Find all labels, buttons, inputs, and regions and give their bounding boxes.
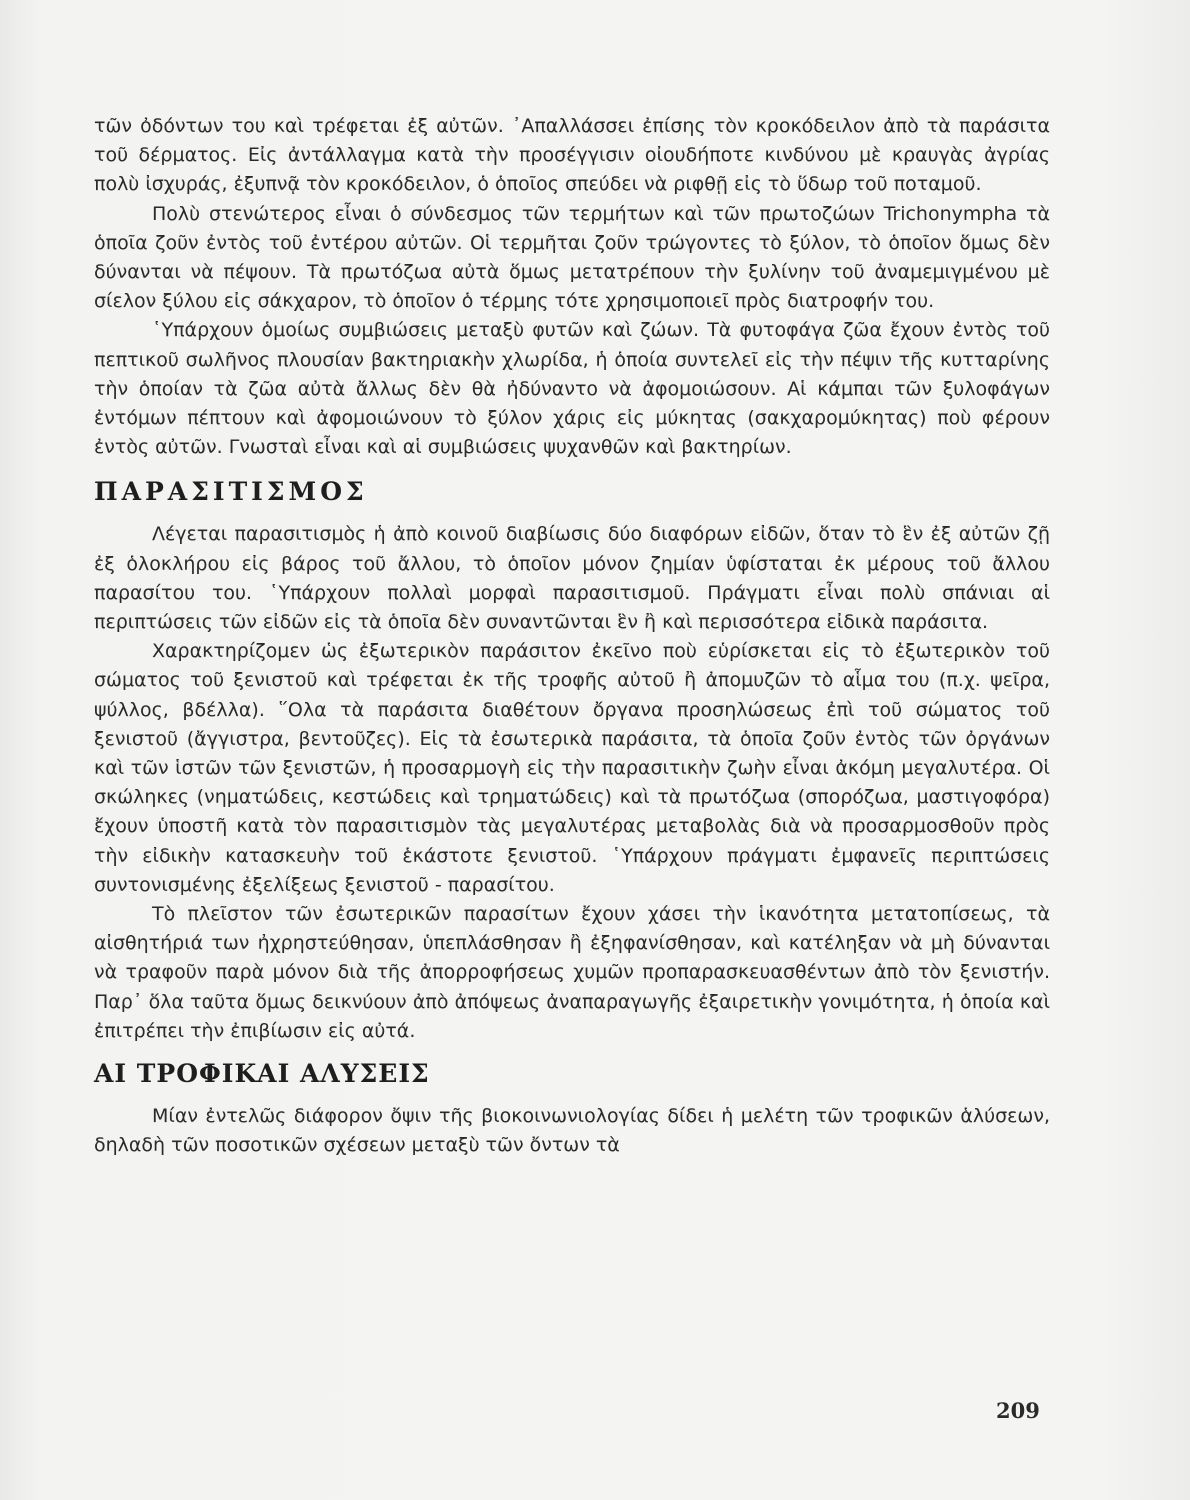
paragraph-crocodile: τῶν ὀδόντων του καὶ τρέφεται ἐξ αὐτῶν. ᾿Απαλλάσσει ἐπίσης τὸν κροκόδειλον ἀπὸ τὰ παράσιτα τοῦ δέρματος. Εἰς ἀντάλλαγμα κατὰ τὴν προσέγγισιν οἰουδήποτε κινδύνου μὲ κραυγὰς ἀγρίας πολὺ ἰσχυράς, ἐξυπνᾷ τὸν κροκόδειλον, ὁ ὁποῖος σπεύδει νὰ ριφθῇ εἰς τὸ ὕδωρ τοῦ ποταμοῦ. [94,115,1050,196]
section-heading-parasitism: ΠΑΡΑΣΙΤΙΣΜΟΣ [94,477,368,507]
paragraph-termites: Πολὺ στενώτερος εἶναι ὁ σύνδεσμος τῶν τερμήτων καὶ τῶν πρωτοζώων Trichonympha τὰ ὁποῖα ζοῦν ἐντὸς τοῦ ἐντέρου αὐτῶν. Οἱ τερμῆται ζοῦν τρώγοντες τὸ ξύλον, τὸ ὁποῖον ὅμως δὲν δύνανται νὰ πέψουν. Τὰ πρωτόζωα αὐτὰ ὅμως μετατρέπουν τὴν ξυλίνην τοῦ ἀναμεμιγμένου μὲ σίελον ξύλου εἰς σάκχαρον, τὸ ὁποῖον ὁ τέρμης τότε χρησιμοποιεῖ πρὸς διατροφήν του. [94,202,1050,313]
page-number: 209 [996,1398,1040,1423]
paragraph-parasitism-definition: Λέγεται παρασιτισμὸς ἡ ἀπὸ κοινοῦ διαβίωσις δύο διαφόρων εἰδῶν, ὅταν τὸ ἓν ἐξ αὐτῶν ζῇ ἐξ ὁλοκλήρου εἰς βάρος τοῦ ἄλλου, τὸ ὁποῖον μόνον ζημίαν ὑφίσταται ἐκ μέρους τοῦ ἄλλου παρασίτου του. ῾Υπάρχουν πολλαὶ μορφαὶ παρασιτισμοῦ. Πράγματι εἶναι πολὺ σπάνιαι αἱ περιπτώσεις τῶν εἰδῶν εἰς τὰ ὁποῖα δὲν συναντῶνται ἓν ἢ καὶ περισσότερα εἰδικὰ παράσιτα. [94,523,1050,634]
page-content [94,112,1050,1161]
paragraph-food-chains: Μίαν ἐντελῶς διάφορον ὄψιν τῆς βιοκοινωνιολογίας δίδει ἡ μελέτη τῶν τροφικῶν ἁλύσεων, δηλαδὴ τῶν ποσοτικῶν σχέσεων μεταξὺ τῶν ὄντων τὰ [94,1105,1050,1157]
paragraph-plant-animal-symbiosis: ῾Υπάρχουν ὁμοίως συμβιώσεις μεταξὺ φυτῶν καὶ ζώων. Τὰ φυτοφάγα ζῶα ἔχουν ἐντὸς τοῦ πεπτικοῦ σωλῆνος πλουσίαν βακτηριακὴν χλωρίδα, ἡ ὁποία συντελεῖ εἰς τὴν πέψιν τῆς κυτταρίνης τὴν ὁποίαν τὰ ζῶα αὐτὰ ἄλλως δὲν θὰ ἠδύναντο νὰ ἀφομοιώσουν. Αἱ κάμπαι τῶν ξυλοφάγων ἐντόμων πέπτουν καὶ ἀφομοιώνουν τὸ ξύλον χάρις εἰς μύκητας (σακχαρομύκητας) ποὺ φέρουν ἐντὸς αὐτῶν. Γνωσταὶ εἶναι καὶ αἱ συμβιώσεις ψυχανθῶν καὶ βακτηρίων. [94,319,1050,459]
section-heading-food-chains: ΑΙ ΤΡΟΦΙΚΑΙ ΑΛΥΣΕΙΣ [94,1059,430,1089]
paragraph-external-parasites: Χαρακτηρίζομεν ὡς ἐξωτερικὸν παράσιτον ἐκεῖνο ποὺ εὑρίσκεται εἰς τὸ ἐξωτερικὸν τοῦ σώματος τοῦ ξενιστοῦ καὶ τρέφεται ἐκ τῆς τροφῆς αὐτοῦ ἢ ἀπομυζῶν τὸ αἷμα του (π.χ. ψεῖρα, ψύλλος, βδέλλα). ῞Ολα τὰ παράσιτα διαθέτουν ὄργανα προσηλώσεως ἐπὶ τοῦ σώματος τοῦ ξενιστοῦ (ἄγγιστρα, βεντοῦζες). Εἰς τὰ ἐσωτερικὰ παράσιτα, τὰ ὁποῖα ζοῦν ἐντὸς τῶν ὀργάνων καὶ τῶν ἱστῶν τῶν ξενιστῶν, ἡ προσαρμογὴ εἰς τὴν παρασιτικὴν ζωὴν εἶναι ἀκόμη μεγαλυτέρα. Οἱ σκώληκες (νηματώδεις, κεστώδεις καὶ τρηματώδεις) καὶ τὰ πρωτόζωα (σπορόζωα, μαστιγοφόρα) ἔχουν ὑποστῆ κατὰ τὸν παρασιτισμὸν τὰς μεγαλυτέρας μεταβολὰς διὰ νὰ προσαρμοσθοῦν πρὸς τὴν εἰδικὴν κατασκευὴν τοῦ ἑκάστοτε ξενιστοῦ. ῾Υπάρχουν πράγματι ἐμφανεῖς περιπτώσεις συντονισμένης ἐξελίξεως ξενιστοῦ - παρασίτου. [94,640,1050,896]
paragraph-internal-parasites: Τὸ πλεῖστον τῶν ἐσωτερικῶν παρασίτων ἔχουν χάσει τὴν ἱκανότητα μετατοπίσεως, τὰ αἰσθητήριά των ἠχρηστεύθησαν, ὑπεπλάσθησαν ἢ ἐξηφανίσθησαν, καὶ κατέληξαν νὰ μὴ δύνανται νὰ τραφοῦν παρὰ μόνον διὰ τῆς ἀπορροφήσεως χυμῶν προπαρασκευασθέντων ἀπὸ τὸν ξενιστήν. Παρ᾿ ὅλα ταῦτα ὅμως δεικνύουν ἀπὸ ἀπόψεως ἀναπαραγωγῆς ἐξαιρετικὴν γονιμότητα, ἡ ὁποία καὶ ἐπιτρέπει τὴν ἐπιβίωσιν εἰς αὐτά. [94,903,1050,1042]
